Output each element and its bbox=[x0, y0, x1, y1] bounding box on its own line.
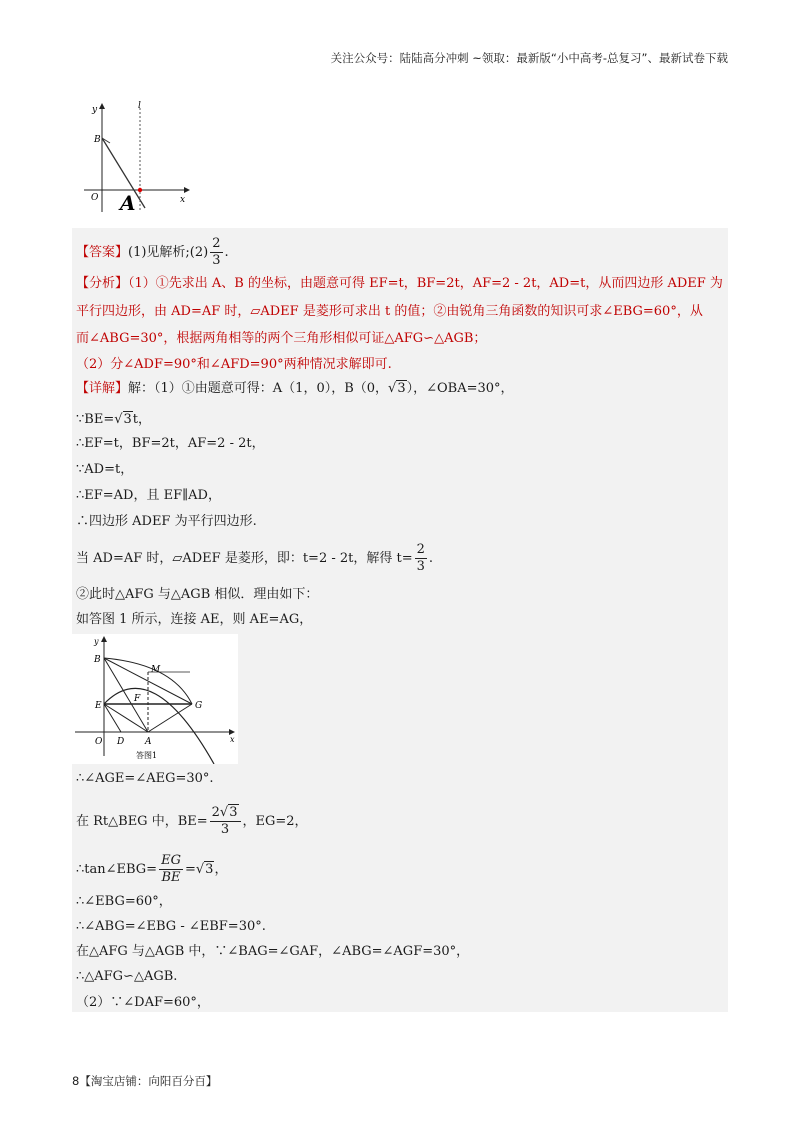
detail-l11-num-radicand: 3 bbox=[229, 805, 238, 820]
fig1-x-label: x bbox=[180, 195, 186, 205]
fig2-o-label: O bbox=[95, 737, 103, 747]
detail-line-12: ∴tan∠EBG= $\frac{EG}{BE}$ =√3， bbox=[76, 853, 228, 885]
detail-line-8: ②此时△AFG 与△AGB 相似．理由如下： bbox=[76, 587, 319, 602]
detail-l11-num-coef: 2 bbox=[211, 805, 220, 820]
fig2-x-label: x bbox=[230, 735, 235, 744]
detail-l7-fraction bbox=[415, 542, 427, 575]
detail-line-7 bbox=[76, 542, 433, 575]
detail-line-4: ∵AD=t， bbox=[76, 462, 134, 477]
detail-l1-post: ），∠OBA=30°， bbox=[406, 381, 514, 396]
answer-line bbox=[76, 236, 229, 269]
detail-line-5: ∴EF=AD，且 EF∥AD， bbox=[76, 488, 221, 503]
answer-tag: 【答案】 bbox=[76, 245, 129, 260]
analysis-line-2: 平行四边形，由 AD=AF 时，▱ADEF 是菱形可求出 t 的值；②由锐角三角函数的知识可求∠EBG=60°，从 bbox=[76, 304, 703, 319]
detail-line-2: ∵BE=√3t， bbox=[76, 412, 152, 427]
detail-line-9: 如答图 1 所示，连接 AE，则 AE=AG， bbox=[76, 612, 313, 627]
detail-l12-denominator: BE bbox=[161, 870, 181, 885]
analysis-line-4: （2）分∠ADF=90°和∠AFD=90°两种情况求解即可. bbox=[76, 357, 392, 372]
detail-l2-radicand: 3 bbox=[123, 412, 132, 427]
detail-l1-radicand: 3 bbox=[397, 381, 406, 396]
detail-l12-post: ， bbox=[214, 862, 228, 877]
analysis-line-3: 而∠ABG=30°，根据两角相等的两个三角形相似可证△AFG∽△AGB； bbox=[76, 331, 487, 346]
detail-line-6: ∴四边形 ADEF 为平行四边形. bbox=[76, 514, 257, 529]
fig2-a-label: A bbox=[145, 737, 152, 747]
fig1-a-label: A bbox=[120, 191, 136, 215]
fig2-e-label: E bbox=[95, 701, 102, 711]
fig2-caption: 答图1 bbox=[136, 751, 158, 760]
answer-end: . bbox=[224, 245, 229, 260]
detail-l12-radicand: 3 bbox=[205, 862, 214, 877]
analysis-line-1: 【分析】（1）①先求出 A、B 的坐标，由题意可得 EF=t，BF=2t，AF=2 - 2t，AD=t，从而四边形 ADEF 为 bbox=[76, 276, 723, 291]
detail-l12-fraction bbox=[159, 853, 183, 886]
fig2-f-label: F bbox=[134, 694, 141, 704]
fig2-m-label: M bbox=[151, 665, 161, 675]
detail-l1-pre: 解：（1）①由题意可得：A（1，0），B（0， bbox=[128, 381, 389, 396]
detail-l12-eq: = bbox=[184, 862, 196, 877]
detail-line-17: （2）∵∠DAF=60°， bbox=[76, 995, 210, 1010]
detail-line-10: ∴∠AGE=∠AEG=30°. bbox=[76, 771, 214, 786]
fig2-d-label: D bbox=[117, 737, 125, 747]
fig1-b-label: B bbox=[94, 135, 101, 145]
answer-text: (1)见解析;(2) bbox=[128, 245, 209, 260]
fig2-y-label: y bbox=[94, 637, 99, 646]
detail-l7-denominator: 3 bbox=[416, 559, 425, 574]
detail-line-13: ∴∠EBG=60°， bbox=[76, 894, 172, 909]
detail-l7-numerator: 2 bbox=[416, 542, 425, 557]
detail-l11-post: ，EG=2， bbox=[242, 814, 308, 829]
detail-l7-pre: 当 AD=AF 时，▱ADEF 是菱形，即：t=2 - 2t，解得 t= bbox=[76, 551, 413, 566]
detail-line-3: ∴EF=t，BF=2t，AF=2 - 2t， bbox=[76, 436, 265, 451]
answer-denominator: 3 bbox=[212, 253, 221, 268]
answer-numerator: 2 bbox=[212, 236, 221, 251]
detail-tag: 【详解】 bbox=[76, 381, 129, 396]
detail-l2-pre: ∵BE= bbox=[76, 412, 115, 427]
answer-fraction bbox=[210, 236, 222, 269]
fig1-o-label: O bbox=[91, 193, 99, 203]
page-footer: 8【淘宝店铺：向阳百分百】 bbox=[72, 1074, 218, 1088]
detail-l12-pre: ∴tan∠EBG= bbox=[76, 862, 158, 877]
detail-line-16: ∴△AFG∽△AGB. bbox=[76, 969, 178, 984]
fig2-g-label: G bbox=[195, 701, 203, 711]
detail-l12-numerator: EG bbox=[161, 853, 181, 868]
detail-l7-post: . bbox=[428, 551, 434, 566]
detail-l11-pre: 在 Rt△BEG 中，BE= bbox=[76, 814, 208, 829]
detail-line-11 bbox=[76, 805, 308, 838]
fig2-b-label: B bbox=[94, 655, 101, 665]
detail-line-1: 【详解】解：（1）①由题意可得：A（1，0），B（0，√3），∠OBA=30°， bbox=[76, 381, 514, 396]
detail-l11-numerator: 2√3 bbox=[210, 805, 241, 822]
figure-answer-diagram bbox=[72, 634, 238, 764]
detail-line-14: ∴∠ABG=∠EBG - ∠EBF=30°. bbox=[76, 919, 266, 934]
detail-l11-denominator: 3 bbox=[220, 822, 230, 837]
detail-l11-fraction bbox=[210, 805, 241, 838]
figure-line-graph bbox=[82, 100, 192, 215]
fig1-l-label: l bbox=[138, 101, 141, 111]
detail-line-15: 在△AFG 与△AGB 中，∵∠BAG=∠GAF，∠ABG=∠AGF=30°， bbox=[76, 944, 470, 959]
page-header: 关注公众号：陆陆高分冲刺 ~领取：最新版“小中高考-总复习”、最新试卷下载 bbox=[330, 51, 728, 65]
detail-l2-post: t， bbox=[132, 412, 152, 427]
fig1-y-label: y bbox=[92, 105, 98, 115]
